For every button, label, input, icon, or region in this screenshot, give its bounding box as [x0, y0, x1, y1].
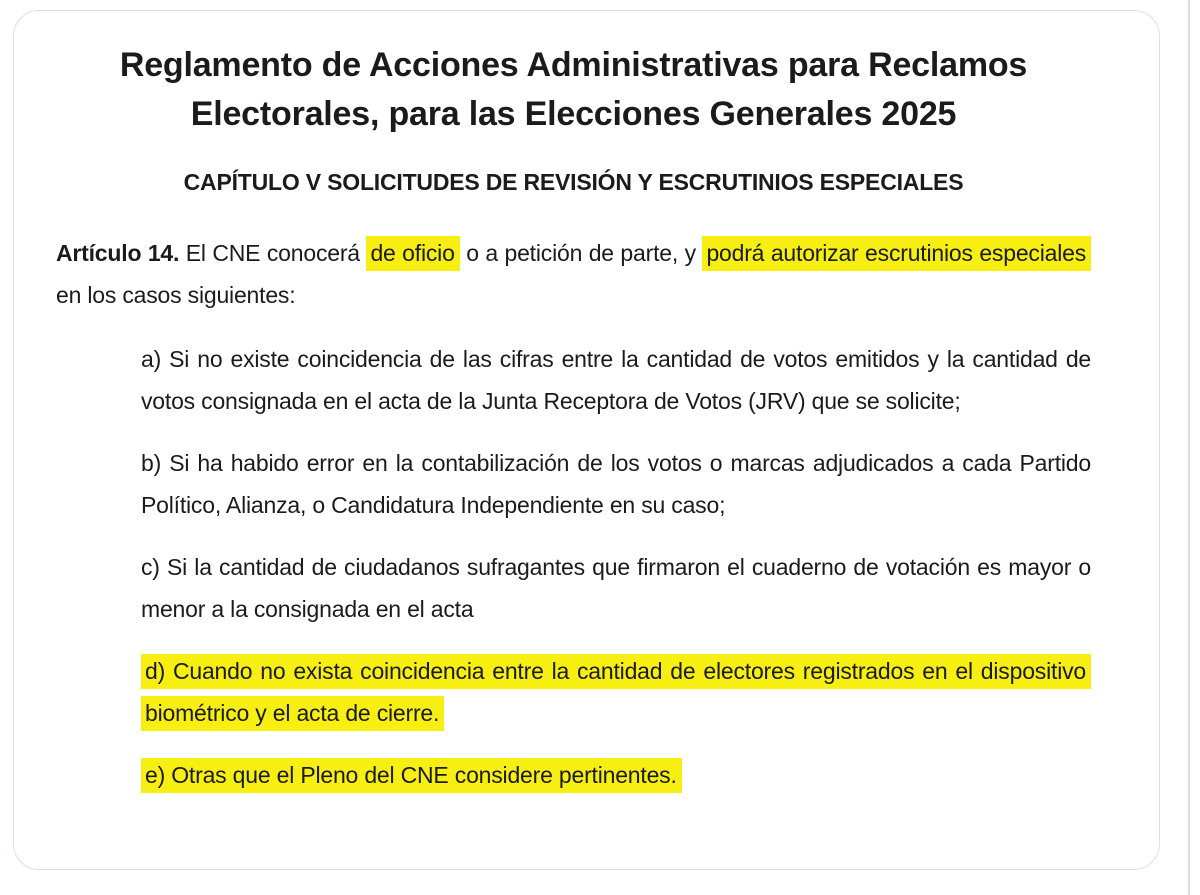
right-edge-line — [1188, 0, 1190, 895]
article-paragraph — [56, 232, 1091, 316]
article-label: Artículo 14. — [56, 240, 180, 266]
list-item-b: b) Si ha habido error en la contabilización de los votos o marcas adjudicados a cada Partido Político, Alianza, o Candidatura Independiente en su caso; — [141, 450, 1091, 518]
list-item-d — [141, 650, 1091, 734]
list-item-a: a) Si no existe coincidencia de las cifras entre la cantidad de votos emitidos y la cantidad de votos consignada en el acta de la Junta Receptora de Votos (JRV) que se solicite; — [141, 346, 1091, 414]
highlighted-text: d) Cuando no exista coincidencia entre la cantidad de electores registrados en el dispositivo biométrico y el acta de cierre. — [141, 654, 1091, 731]
document-card — [13, 10, 1160, 870]
article-text: en los casos siguientes: — [56, 282, 296, 308]
article-text: o a petición de parte, y — [459, 240, 703, 266]
article-text: El CNE conocerá — [179, 240, 367, 266]
highlighted-text: de oficio — [366, 236, 459, 271]
highlighted-text: e) Otras que el Pleno del CNE considere pertinentes. — [141, 758, 682, 793]
list-item-c: c) Si la cantidad de ciudadanos sufragantes que firmaron el cuaderno de votación es mayor o menor a la consignada en el acta — [141, 554, 1091, 622]
document-title-line-1: Reglamento de Acciones Administrativas para Reclamos — [119, 46, 1028, 84]
document-title — [56, 41, 1091, 139]
list-item-e — [141, 754, 1091, 796]
highlighted-text: podrá autorizar escrutinios especiales — [702, 236, 1091, 271]
chapter-heading: CAPÍTULO V SOLICITUDES DE REVISIÓN Y ESCRUTINIOS ESPECIALES — [183, 169, 964, 195]
document-title-line-2: Electorales, para las Elecciones Generales 2025 — [190, 95, 957, 133]
items-list — [56, 338, 1091, 796]
